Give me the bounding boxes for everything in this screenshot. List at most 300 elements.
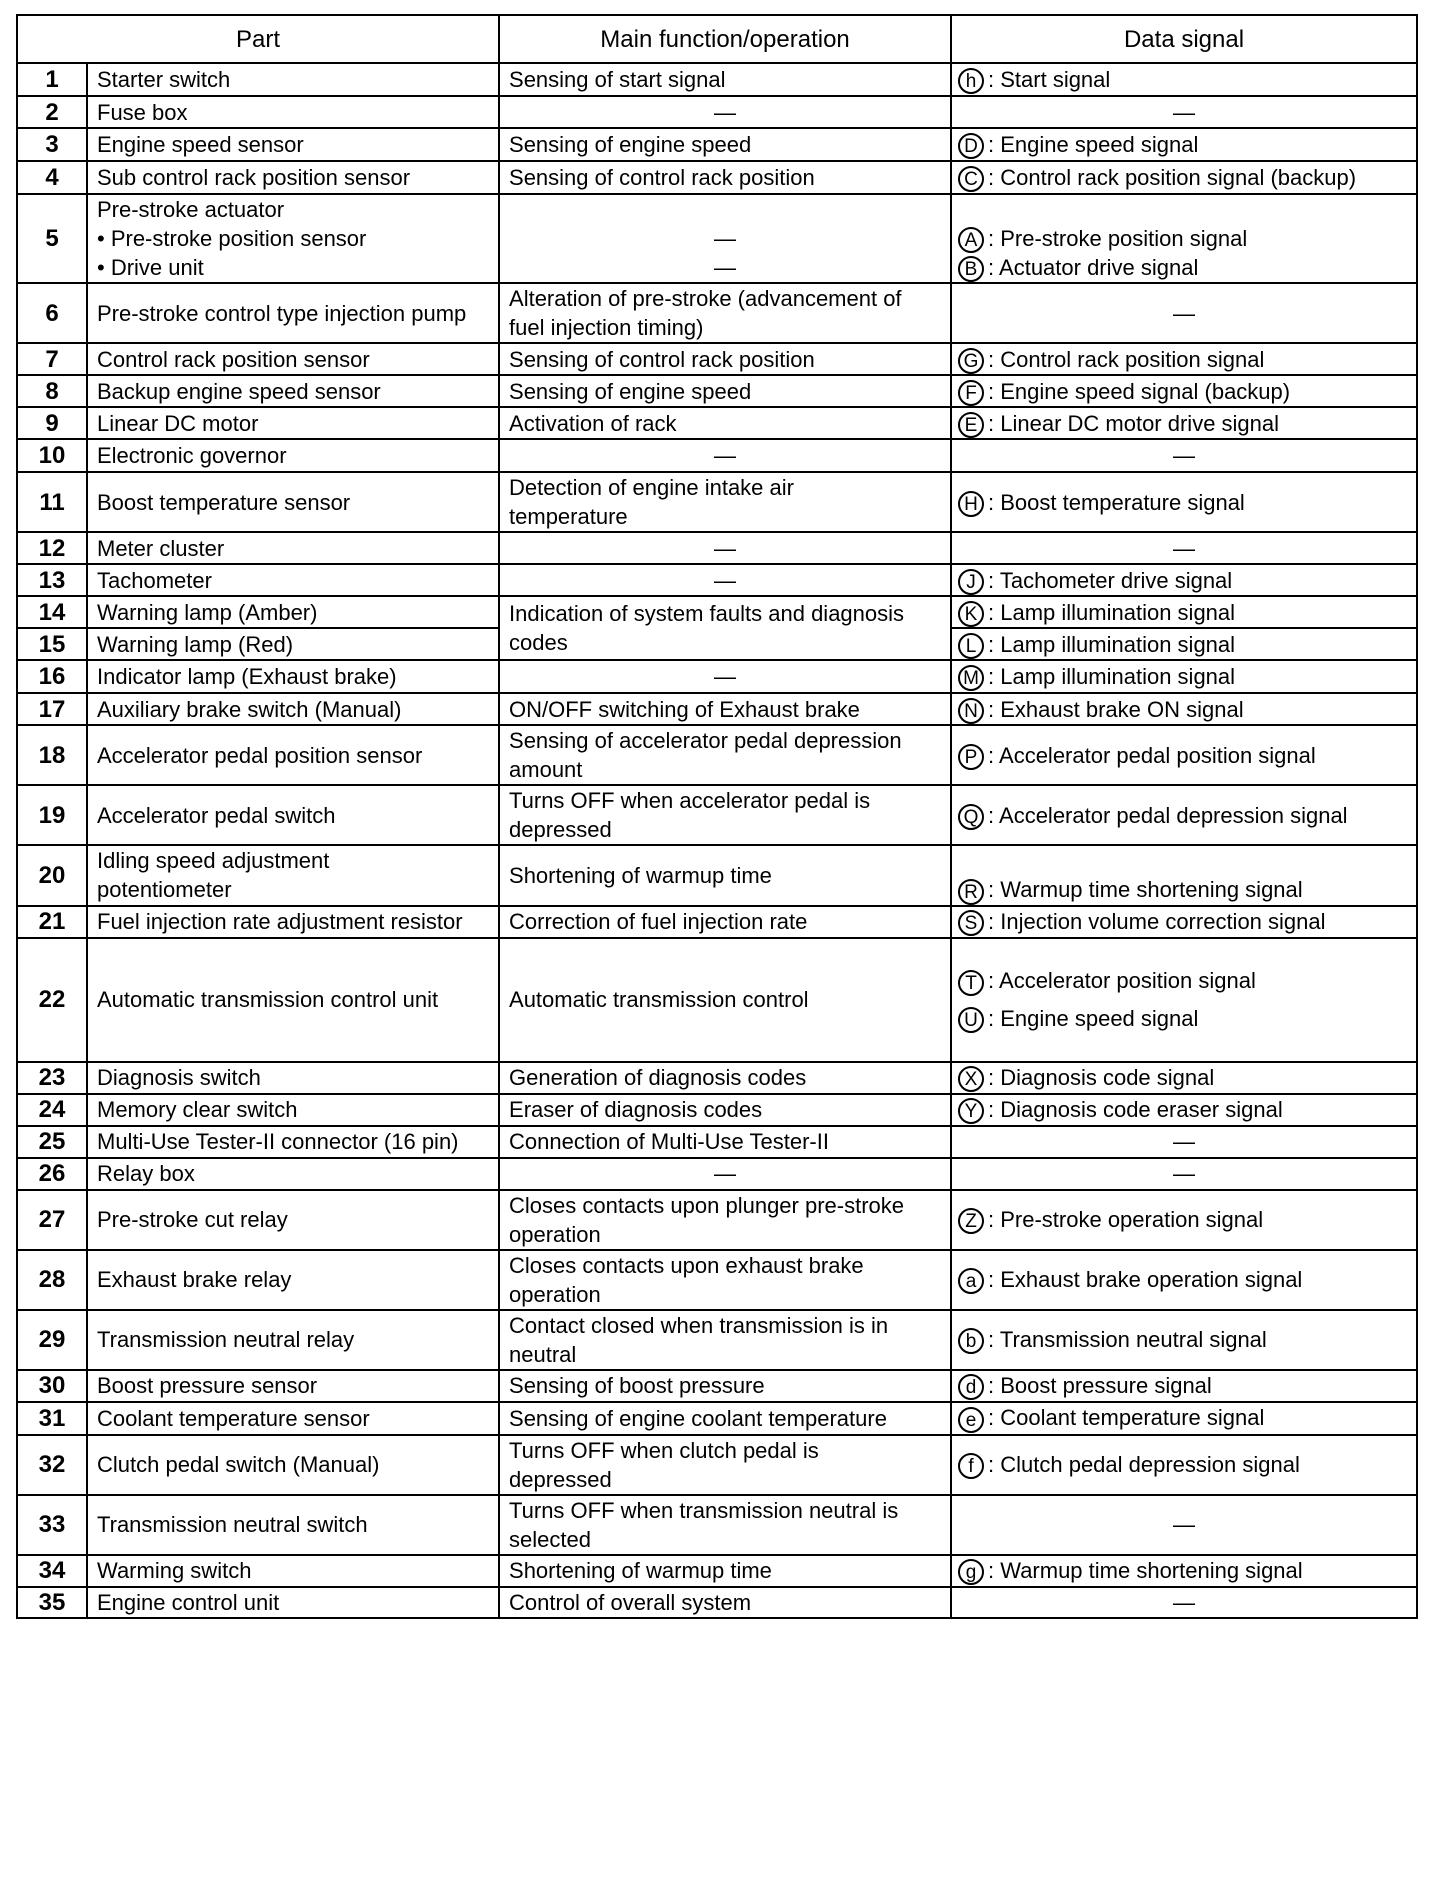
function-line: Shortening of warmup time [509, 862, 772, 888]
signal-letter-badge: G [958, 348, 984, 374]
table-row [17, 1190, 1417, 1250]
function-line: Sensing of start signal [509, 67, 726, 92]
part-line: Pre-stroke control type injection pump [97, 300, 467, 326]
part-line: Memory clear switch [97, 1097, 298, 1123]
dash-mark: — [1173, 300, 1196, 326]
signal-letter-badge: E [958, 412, 984, 438]
signal-text: : Pre-stroke position signal [988, 226, 1248, 251]
signal-letter-badge: e [958, 1407, 984, 1433]
signal-letter-badge: Z [958, 1208, 984, 1234]
table-row [17, 194, 1417, 283]
signal-line [958, 130, 1412, 159]
part-line: Warning lamp (Amber) [97, 599, 318, 625]
table-row [17, 1402, 1417, 1435]
header-part: Part [17, 15, 499, 63]
table-row [17, 532, 1417, 564]
function-cell [499, 1555, 951, 1587]
part-cell [87, 532, 499, 564]
function-line: depressed [509, 817, 612, 843]
signal-line [958, 1450, 1412, 1479]
row-number: 6 [17, 283, 87, 343]
function-line: Sensing of control rack position [509, 346, 815, 372]
signal-line [958, 488, 1412, 517]
part-cell [87, 407, 499, 439]
signal-text: : Coolant temperature signal [988, 1405, 1265, 1431]
part-line: Accelerator pedal position sensor [97, 742, 423, 768]
table-row [17, 693, 1417, 725]
dash-mark: — [714, 567, 737, 593]
signal-cell [951, 785, 1417, 845]
part-cell [87, 439, 499, 472]
part-line: Tachometer [97, 567, 212, 593]
signal-cell [951, 1250, 1417, 1310]
part-cell [87, 693, 499, 725]
signal-text: : Actuator drive signal [988, 255, 1199, 281]
signal-cell [951, 628, 1417, 660]
table-row [17, 1310, 1417, 1370]
signal-cell [951, 1310, 1417, 1370]
table-row [17, 1495, 1417, 1555]
function-line: codes [509, 630, 568, 656]
function-cell [499, 1062, 951, 1094]
signal-line [958, 224, 1412, 253]
signal-line [958, 662, 1412, 691]
row-number: 27 [17, 1190, 87, 1250]
signal-cell [951, 1402, 1417, 1435]
signal-line [958, 598, 1412, 627]
dash-mark: — [714, 255, 737, 281]
function-cell [499, 1587, 951, 1618]
function-line: Automatic transmission control [509, 987, 809, 1013]
row-number: 24 [17, 1094, 87, 1126]
part-line: Warning lamp (Red) [97, 631, 294, 657]
signal-letter-badge: Y [958, 1098, 984, 1124]
function-cell [499, 63, 951, 96]
signal-cell [951, 1555, 1417, 1587]
part-line: Sub control rack position sensor [97, 165, 411, 190]
function-cell [499, 1370, 951, 1402]
row-number: 22 [17, 938, 87, 1062]
spacer [958, 846, 1412, 875]
parts-table [16, 14, 1418, 1619]
row-number: 23 [17, 1062, 87, 1094]
signal-text: : Pre-stroke operation signal [988, 1206, 1264, 1232]
signal-cell [951, 532, 1417, 564]
signal-cell [951, 693, 1417, 725]
signal-line [958, 345, 1412, 374]
function-line: selected [509, 1526, 591, 1552]
part-line: Backup engine speed sensor [97, 378, 381, 404]
row-number: 18 [17, 725, 87, 785]
table-row [17, 283, 1417, 343]
part-line: Relay box [97, 1161, 195, 1187]
part-cell [87, 660, 499, 693]
signal-line [958, 907, 1412, 936]
part-cell [87, 1310, 499, 1370]
signal-cell [951, 1158, 1417, 1190]
table-row [17, 906, 1417, 938]
function-line: Sensing of boost pressure [509, 1373, 765, 1399]
row-number: 10 [17, 439, 87, 472]
part-cell [87, 906, 499, 938]
table-row [17, 375, 1417, 407]
function-cell [499, 906, 951, 938]
function-line: Sensing of engine speed [509, 132, 752, 157]
header-function: Main function/operation [499, 15, 951, 63]
function-cell [499, 1126, 951, 1158]
signal-text: : Accelerator pedal depression signal [988, 802, 1348, 828]
function-line: Turns OFF when clutch pedal is [509, 1437, 819, 1463]
table-row [17, 1587, 1417, 1618]
function-line: Shortening of warmup time [509, 1558, 772, 1584]
function-line: Sensing of engine coolant temperature [509, 1405, 887, 1431]
signal-line [958, 741, 1412, 770]
signal-line [958, 65, 1412, 94]
part-line: Starter switch [97, 67, 231, 92]
function-line: operation [509, 1281, 601, 1307]
signal-text: : Warmup time shortening signal [988, 1557, 1303, 1583]
signal-cell [951, 1587, 1417, 1618]
header-row [17, 15, 1417, 63]
table-row [17, 725, 1417, 785]
function-line: Closes contacts upon exhaust brake [509, 1252, 864, 1278]
row-number: 26 [17, 1158, 87, 1190]
signal-letter-badge: N [958, 698, 984, 724]
signal-text: : Linear DC motor drive signal [988, 410, 1280, 436]
table-row [17, 1435, 1417, 1495]
function-cell [499, 161, 951, 194]
function-line: Sensing of accelerator pedal depression [509, 728, 902, 754]
row-number: 8 [17, 375, 87, 407]
row-number: 20 [17, 845, 87, 905]
signal-cell [951, 1435, 1417, 1495]
part-cell [87, 1190, 499, 1250]
function-cell [499, 128, 951, 161]
part-line: potentiometer [97, 877, 232, 903]
function-cell [499, 532, 951, 564]
spacer [509, 195, 941, 224]
table-row [17, 343, 1417, 375]
signal-text: : Boost pressure signal [988, 1372, 1212, 1398]
table-row [17, 660, 1417, 693]
part-line: Indicator lamp (Exhaust brake) [97, 664, 397, 690]
function-line: Alteration of pre-stroke (advancement of [509, 286, 902, 312]
dash-mark: — [1173, 1129, 1196, 1155]
signal-text: : Engine speed signal (backup) [988, 378, 1291, 404]
table-row [17, 439, 1417, 472]
signal-line [958, 630, 1412, 659]
table-row [17, 845, 1417, 905]
function-cell [499, 1402, 951, 1435]
part-cell [87, 194, 499, 283]
signal-cell [951, 343, 1417, 375]
function-cell [499, 407, 951, 439]
part-line: Warming switch [97, 1558, 252, 1584]
signal-text: : Lamp illumination signal [988, 631, 1236, 657]
function-line: Turns OFF when accelerator pedal is [509, 788, 871, 814]
signal-text: : Control rack position signal [988, 346, 1265, 372]
function-cell [499, 785, 951, 845]
signal-cell [951, 128, 1417, 161]
table-row [17, 1062, 1417, 1094]
function-line: Contact closed when transmission is in [509, 1312, 889, 1338]
row-number: 11 [17, 472, 87, 532]
header-signal: Data signal [951, 15, 1417, 63]
dash-mark: — [714, 99, 737, 125]
part-line: Clutch pedal switch (Manual) [97, 1452, 380, 1478]
signal-letter-badge: H [958, 491, 984, 517]
signal-text: : Clutch pedal depression signal [988, 1451, 1300, 1477]
part-line: Idling speed adjustment [97, 848, 330, 874]
part-line: Multi-Use Tester-II connector (16 pin) [97, 1129, 459, 1155]
signal-letter-badge: T [958, 970, 984, 996]
dash-mark: — [714, 1161, 737, 1187]
signal-text: : Exhaust brake ON signal [988, 696, 1244, 722]
function-line: Connection of Multi-Use Tester-II [509, 1129, 829, 1155]
signal-cell [951, 1062, 1417, 1094]
signal-cell [951, 161, 1417, 194]
part-line: Linear DC motor [97, 410, 259, 436]
function-cell [499, 375, 951, 407]
part-cell [87, 628, 499, 660]
part-line: Transmission neutral switch [97, 1512, 368, 1538]
signal-line [958, 966, 1412, 995]
table-row [17, 1158, 1417, 1190]
function-cell [499, 1310, 951, 1370]
row-number: 28 [17, 1250, 87, 1310]
signal-letter-badge: L [958, 633, 984, 659]
row-number: 15 [17, 628, 87, 660]
function-line: temperature [509, 504, 628, 530]
function-line: Detection of engine intake air [509, 475, 794, 501]
part-cell [87, 283, 499, 343]
signal-text: : Lamp illumination signal [988, 599, 1236, 625]
function-line: Closes contacts upon plunger pre-stroke [509, 1192, 905, 1218]
signal-letter-badge: C [958, 166, 984, 192]
function-cell [499, 1094, 951, 1126]
part-cell [87, 725, 499, 785]
row-number: 33 [17, 1495, 87, 1555]
signal-letter-badge: h [958, 68, 984, 94]
signal-line [958, 1063, 1412, 1092]
signal-cell [951, 96, 1417, 128]
part-line: Meter cluster [97, 535, 225, 561]
signal-letter-badge: g [958, 1559, 984, 1585]
dash-mark: — [1173, 99, 1196, 125]
signal-line [958, 1556, 1412, 1585]
signal-cell [951, 906, 1417, 938]
signal-line [958, 875, 1412, 904]
signal-cell [951, 472, 1417, 532]
part-cell [87, 1094, 499, 1126]
part-line: Fuse box [97, 99, 188, 125]
dash-mark: — [714, 535, 737, 561]
function-cell [499, 283, 951, 343]
row-number: 35 [17, 1587, 87, 1618]
part-cell [87, 1587, 499, 1618]
signal-text: : Diagnosis code signal [988, 1064, 1215, 1090]
table-row [17, 128, 1417, 161]
signal-letter-badge: f [958, 1453, 984, 1479]
part-line: Coolant temperature sensor [97, 1405, 370, 1431]
table-row [17, 96, 1417, 128]
function-cell [499, 439, 951, 472]
signal-text: : Tachometer drive signal [988, 567, 1233, 593]
signal-text: : Boost temperature signal [988, 489, 1245, 515]
signal-letter-badge: U [958, 1007, 984, 1033]
signal-letter-badge: a [958, 1268, 984, 1294]
part-cell [87, 938, 499, 1062]
part-line: Transmission neutral relay [97, 1327, 355, 1353]
signal-cell [951, 439, 1417, 472]
table-row [17, 596, 1417, 628]
row-number: 12 [17, 532, 87, 564]
table-row [17, 1126, 1417, 1158]
signal-line [958, 1403, 1412, 1432]
row-number: 21 [17, 906, 87, 938]
signal-letter-badge: D [958, 133, 984, 159]
row-number: 5 [17, 194, 87, 283]
part-cell [87, 845, 499, 905]
function-cell [499, 938, 951, 1062]
part-line: Accelerator pedal switch [97, 802, 336, 828]
table-row [17, 938, 1417, 1062]
function-line: Generation of diagnosis codes [509, 1065, 807, 1091]
row-number: 30 [17, 1370, 87, 1402]
signal-line [958, 377, 1412, 406]
function-cell [499, 564, 951, 596]
function-line: depressed [509, 1466, 612, 1492]
table-row [17, 161, 1417, 194]
row-number: 7 [17, 343, 87, 375]
signal-line [958, 253, 1412, 282]
table-row [17, 1370, 1417, 1402]
signal-letter-badge: S [958, 910, 984, 936]
signal-letter-badge: F [958, 380, 984, 406]
part-cell [87, 785, 499, 845]
part-line: Boost pressure sensor [97, 1373, 318, 1399]
signal-cell [951, 407, 1417, 439]
signal-cell [951, 596, 1417, 628]
part-line: Auxiliary brake switch (Manual) [97, 696, 402, 722]
signal-letter-badge: Q [958, 804, 984, 830]
part-line: Pre-stroke actuator [97, 197, 285, 223]
function-line: Correction of fuel injection rate [509, 909, 808, 935]
table-row [17, 63, 1417, 96]
part-cell [87, 1370, 499, 1402]
part-line: Fuel injection rate adjustment resistor [97, 909, 463, 935]
signal-line [958, 1265, 1412, 1294]
table-row [17, 472, 1417, 532]
signal-text: : Injection volume correction signal [988, 908, 1326, 934]
function-line: Control of overall system [509, 1589, 752, 1615]
signal-text: : Accelerator position signal [988, 968, 1256, 994]
part-line: Engine speed sensor [97, 132, 304, 157]
signal-letter-badge: A [958, 227, 984, 253]
row-number: 2 [17, 96, 87, 128]
part-cell [87, 96, 499, 128]
part-line: • Pre-stroke position sensor [97, 226, 367, 252]
function-cell [499, 660, 951, 693]
row-number: 1 [17, 63, 87, 96]
signal-line [958, 1371, 1412, 1400]
function-line: fuel injection timing) [509, 315, 704, 341]
signal-line [958, 409, 1412, 438]
part-line: Control rack position sensor [97, 346, 370, 372]
signal-letter-badge: B [958, 256, 984, 282]
function-cell [499, 194, 951, 283]
part-cell [87, 1402, 499, 1435]
function-line: operation [509, 1221, 601, 1247]
part-cell [87, 343, 499, 375]
signal-letter-badge: b [958, 1328, 984, 1354]
dash-mark: — [714, 226, 737, 252]
function-cell [499, 1250, 951, 1310]
spacer [958, 195, 1412, 224]
signal-letter-badge: X [958, 1066, 984, 1092]
signal-letter-badge: P [958, 744, 984, 770]
signal-line [958, 163, 1412, 192]
dash-mark: — [714, 664, 737, 690]
part-line: Automatic transmission control unit [97, 987, 439, 1013]
signal-cell [951, 1190, 1417, 1250]
part-line: • Drive unit [97, 255, 204, 281]
part-line: Diagnosis switch [97, 1065, 261, 1091]
signal-line [958, 801, 1412, 830]
function-line: neutral [509, 1341, 577, 1367]
table-row [17, 1555, 1417, 1587]
signal-cell [951, 1126, 1417, 1158]
function-cell [499, 96, 951, 128]
signal-letter-badge: R [958, 879, 984, 905]
part-cell [87, 1126, 499, 1158]
function-cell [499, 693, 951, 725]
row-number: 16 [17, 660, 87, 693]
part-line: Boost temperature sensor [97, 489, 351, 515]
part-cell [87, 472, 499, 532]
row-number: 4 [17, 161, 87, 194]
function-line: Sensing of control rack position [509, 165, 815, 190]
signal-text: : Transmission neutral signal [988, 1326, 1267, 1352]
part-line: Electronic governor [97, 443, 287, 469]
function-cell [499, 1495, 951, 1555]
row-number: 9 [17, 407, 87, 439]
dash-mark: — [714, 443, 737, 469]
row-number: 19 [17, 785, 87, 845]
signal-cell [951, 283, 1417, 343]
signal-cell [951, 564, 1417, 596]
part-cell [87, 1435, 499, 1495]
signal-line [958, 695, 1412, 724]
signal-text: : Start signal [988, 66, 1111, 92]
row-number: 34 [17, 1555, 87, 1587]
signal-line [958, 1205, 1412, 1234]
function-cell [499, 1435, 951, 1495]
signal-cell [951, 1495, 1417, 1555]
part-line: Engine control unit [97, 1589, 280, 1615]
signal-cell [951, 194, 1417, 283]
row-number: 13 [17, 564, 87, 596]
function-line: Indication of system faults and diagnosis [509, 601, 905, 627]
function-cell [499, 343, 951, 375]
table-row [17, 407, 1417, 439]
function-cell [499, 1158, 951, 1190]
dash-mark: — [1173, 443, 1196, 469]
signal-cell [951, 725, 1417, 785]
signal-text: : Engine speed signal [988, 131, 1199, 157]
part-cell [87, 564, 499, 596]
part-cell [87, 1158, 499, 1190]
